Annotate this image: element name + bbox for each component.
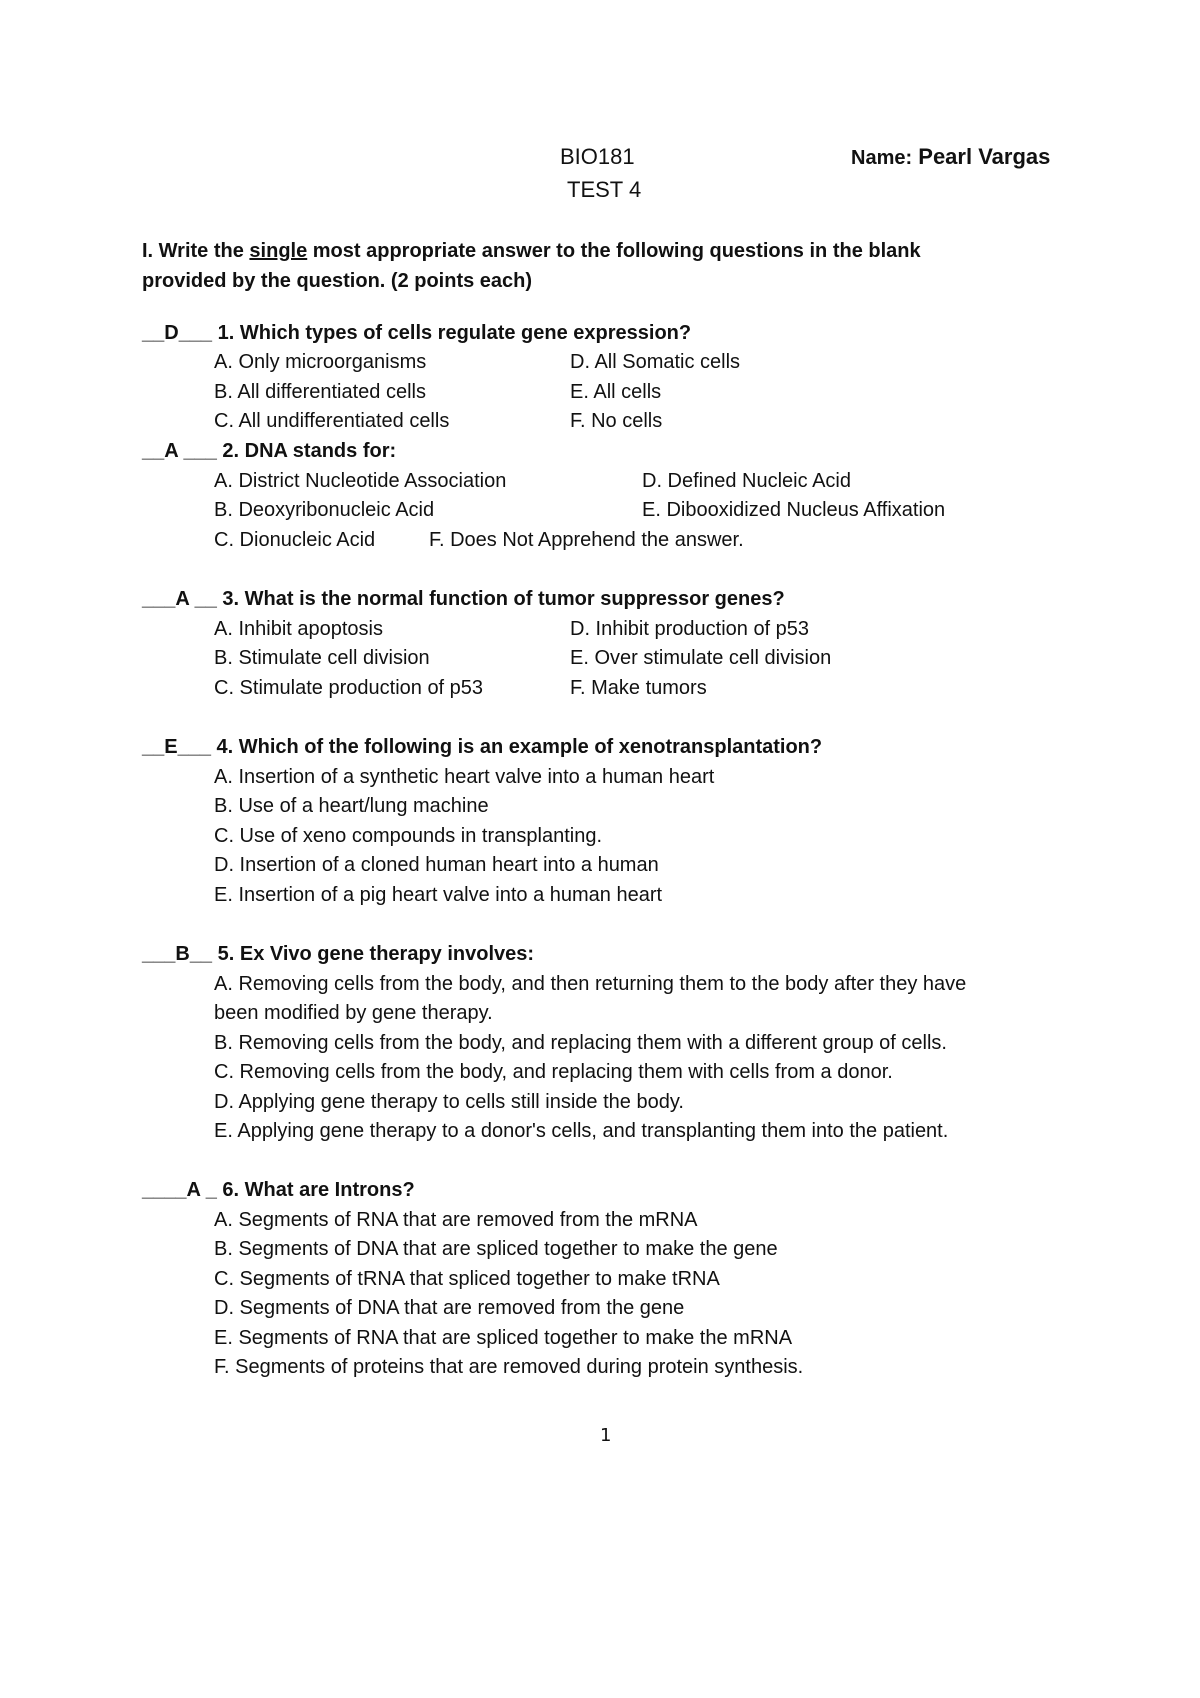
student-name [851, 144, 1050, 170]
q5-option-d: D. Applying gene therapy to cells still inside the body. [214, 1091, 684, 1113]
course-code: BIO181 [560, 144, 635, 169]
q1-option-a: A. Only microorganisms [214, 351, 427, 373]
q3-option-a: A. Inhibit apoptosis [214, 618, 383, 640]
q1-option-b: B. All differentiated cells [214, 381, 426, 403]
question-3-stem: ___A __ 3. What is the normal function of tumor suppressor genes? [142, 588, 785, 610]
q5-option-c: C. Removing cells from the body, and replacing them with cells from a donor. [214, 1061, 893, 1083]
test-title: TEST 4 [567, 177, 642, 202]
question-2-stem: __A ___ 2. DNA stands for: [142, 440, 397, 462]
q4-option-b: B. Use of a heart/lung machine [214, 795, 489, 817]
q5-option-e: E. Applying gene therapy to a donor's cells, and transplanting them into the patient. [214, 1120, 949, 1142]
q3-option-f: F. Make tumors [570, 677, 707, 699]
q6-option-a: A. Segments of RNA that are removed from the mRNA [214, 1209, 698, 1231]
q6-option-b: B. Segments of DNA that are spliced together to make the gene [214, 1238, 778, 1260]
instructions-line-1 [142, 239, 921, 263]
q4-option-e: E. Insertion of a pig heart valve into a human heart [214, 884, 663, 906]
q6-option-f: F. Segments of proteins that are removed during protein synthesis. [214, 1356, 804, 1378]
q3-option-c: C. Stimulate production of p53 [214, 677, 484, 699]
q6-option-c: C. Segments of tRNA that spliced together to make tRNA [214, 1268, 720, 1290]
q4-option-c: C. Use of xeno compounds in transplanting. [214, 825, 602, 847]
q2-option-b: B. Deoxyribonucleic Acid [214, 499, 435, 521]
q6-option-d: D. Segments of DNA that are removed from the gene [214, 1297, 685, 1319]
q3-option-e: E. Over stimulate cell division [570, 647, 832, 669]
q2-option-f: F. Does Not Apprehend the answer. [429, 529, 744, 551]
q2-option-d: D. Defined Nucleic Acid [642, 470, 851, 492]
q4-option-a: A. Insertion of a synthetic heart valve into a human heart [214, 766, 715, 788]
question-6-stem: ____A _ 6. What are Introns? [142, 1179, 415, 1201]
q1-option-c: C. All undifferentiated cells [214, 410, 450, 432]
q5-option-a-line-1: A. Removing cells from the body, and then returning them to the body after they have [214, 973, 967, 995]
q2-option-e: E. Dibooxidized Nucleus Affixation [642, 499, 946, 521]
q2-option-c: C. Dionucleic Acid [214, 529, 376, 551]
q5-option-b: B. Removing cells from the body, and replacing them with a different group of cells. [214, 1032, 947, 1054]
q4-option-d: D. Insertion of a cloned human heart into a human [214, 854, 659, 876]
question-5-stem: ___B__ 5. Ex Vivo gene therapy involves: [142, 943, 535, 965]
q3-option-d: D. Inhibit production of p53 [570, 618, 810, 640]
q3-option-b: B. Stimulate cell division [214, 647, 430, 669]
name-value: Pearl Vargas [918, 144, 1051, 169]
instructions-pre: I. Write the [142, 240, 250, 262]
q5-option-a-line-2: been modified by gene therapy. [214, 1002, 493, 1024]
page-number: 1 [600, 1425, 612, 1446]
q2-option-a: A. District Nucleotide Association [214, 470, 507, 492]
name-label: Name: [851, 147, 913, 169]
q1-option-d: D. All Somatic cells [570, 351, 741, 373]
instructions-line-2: provided by the question. (2 points each) [142, 270, 533, 292]
question-1-stem: __D___ 1. Which types of cells regulate gene expression? [142, 322, 692, 344]
q6-option-e: E. Segments of RNA that are spliced together to make the mRNA [214, 1327, 793, 1349]
question-4-stem: __E___ 4. Which of the following is an example of xenotransplantation? [142, 736, 823, 758]
q1-option-f: F. No cells [570, 410, 663, 432]
instructions-post: most appropriate answer to the following questions in the blank [307, 240, 921, 262]
instructions-emphasis: single [249, 240, 308, 262]
q1-option-e: E. All cells [570, 381, 662, 403]
